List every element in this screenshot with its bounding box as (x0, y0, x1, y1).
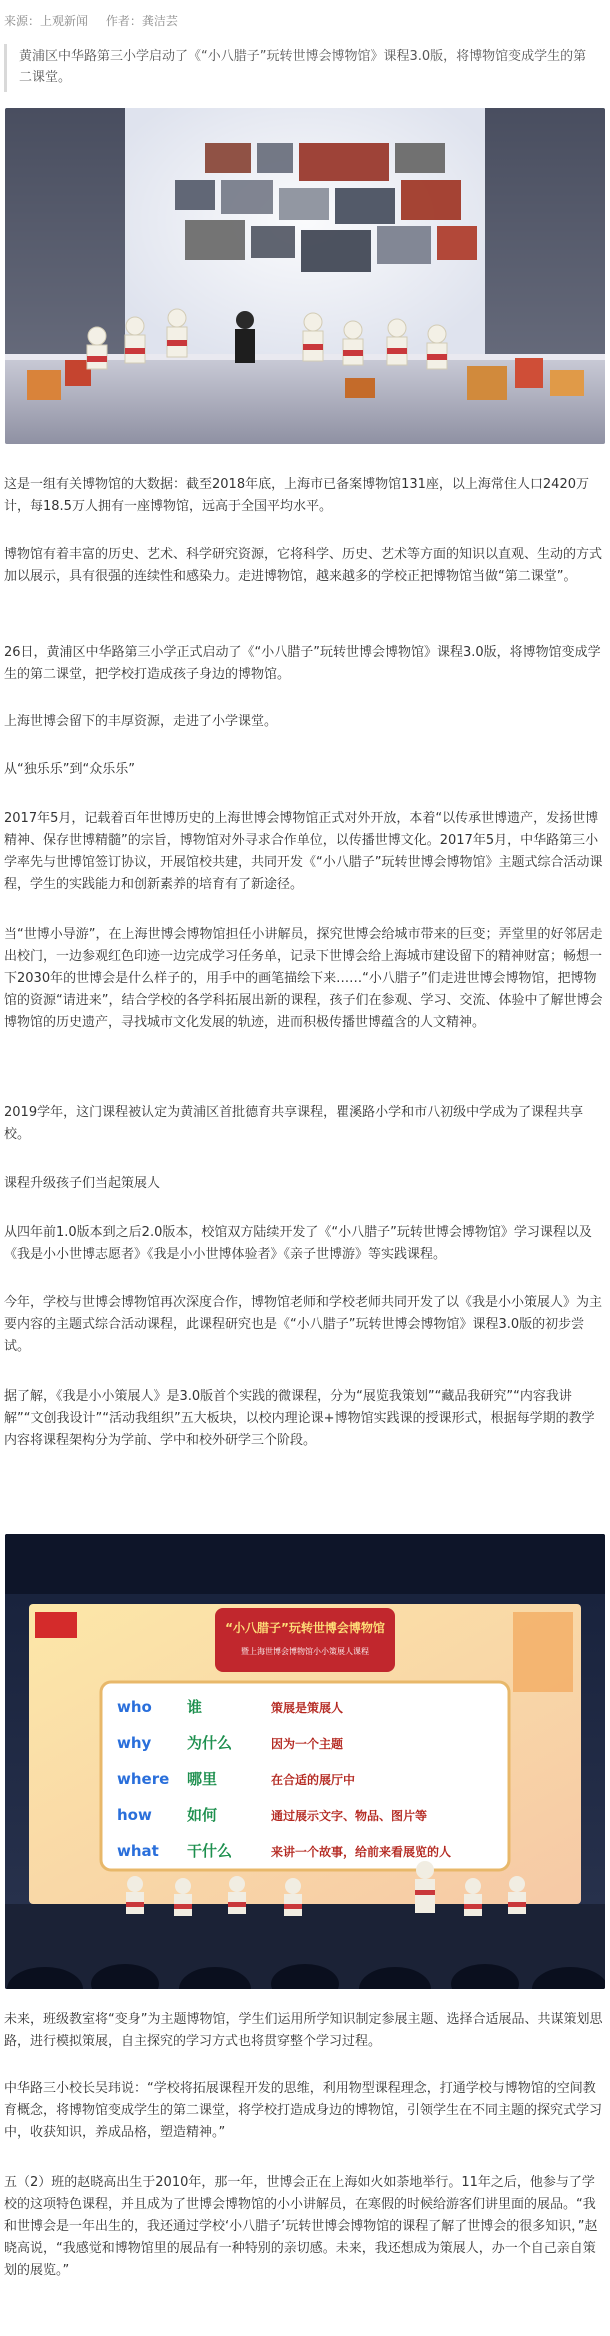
paragraph-3: 26日，黄浦区中华路第三小学正式启动了《“小八腊子”玩转世博会博物馆》课程3.0版，将博物馆变成学生的第二课堂，把学校打造成孩子身边的博物馆。 (4, 645, 601, 682)
paragraph-15: 五（2）班的赵晓高出生于2010年，那一年，世博会正在上海如火如荼地举行。11年之后，他参与了学校的这项特色课程，并且成为了世博会博物馆的小小讲解员，在寒假的时候给游客们讲里面的展品。“我和世博会是一年出生的，我还通过学校‘小八腊子’玩转世博会博物馆的课程了解了世博会的很多知识，”赵晓高说，“我感觉和博物馆里的展品有一种特别的亲切感。未来，我还想成为策展人，办一个自己亲自策划的展览。” (4, 2175, 598, 2278)
paragraph-13: 未来，班级教室将“变身”为主题博物馆，学生们运用所学知识制定参展主题、选择合适展品、共谋策划思路，进行模拟策展，自主探究的学习方式也将贯穿整个学习过程。 (4, 2012, 603, 2049)
paragraph-6: 2017年5月，记载着百年世博历史的上海世博会博物馆正式对外开放，本着“以传承世博遗产，发扬世博精神、保存世博精髓”的宗旨，博物馆对外寻求合作单位，以传播世博文化。2017年5月，中华路第三小学率先与世博馆签订协议，开展馆校共建，共同开发《“小八腊子”玩转世博会博物馆》主题式综合活动课程，学生的实践能力和创新素养的培育有了新途径。 (4, 811, 603, 892)
paragraph-7: 当“世博小导游”，在上海世博会博物馆担任小讲解员，探究世博会给城市带来的巨变；弄堂里的好邻居走出校门，一边参观红色印迹一边完成学习任务单，记录下世博会给上海城市建设留下的精神财富；畅想一下2030年的世博会是什么样子的，用手中的画笔描绘下来……“小八腊子”们走进世博会博物馆，把博物馆的资源“请进来”，结合学校的各学科拓展出新的课程，孩子们在参观、学习、交流、体验中了解世博会博物馆的历史遗产，寻找城市文化发展的轨迹，进而积极传播世博蕴含的人文精神。 (4, 927, 603, 1030)
paragraph-4: 上海世博会留下的丰厚资源，走进了小学课堂。 (4, 714, 278, 729)
paragraph-11: 今年，学校与世博会博物馆再次深度合作，博物馆老师和学校老师共同开发了以《我是小小策展人》为主要内容的主题式综合活动课程，此课程研究也是《“小八腊子”玩转世博会博物馆》课程3.0版的初步尝试。 (4, 1295, 603, 1354)
classroom-photo-illustration (5, 1534, 605, 1989)
row-en: how (117, 1806, 152, 1824)
row-en: what (117, 1842, 159, 1860)
paragraph-2: 博物馆有着丰富的历史、艺术、科学研究资源，它将科学、历史、艺术等方面的知识以直观、生动的方式加以展示，具有很强的连续性和感染力。走进博物馆，越来越多的学校正把博物馆当做“第二课堂”。 (4, 547, 603, 584)
row-cn: 干什么 (187, 1842, 233, 1860)
classroom-photo (5, 1534, 605, 1989)
banner-subtitle: 暨上海世博会博物馆小小策展人课程 (241, 1647, 369, 1656)
row-en: where (117, 1770, 170, 1788)
row-cn: 如何 (187, 1806, 218, 1824)
paragraph-12: 据了解，《我是小小策展人》是3.0版首个实践的微课程，分为“展览我策划”“藏品我研究”“内容我讲解”“文创我设计”“活动我组织”五大板块，以校内理论课+博物馆实践课的授课形式，根据每学期的教学内容将课程架构分为学前、学中和校外研学三个阶段。 (4, 1389, 595, 1448)
row-cn: 哪里 (187, 1770, 218, 1788)
row-en: why (117, 1734, 152, 1752)
stage-photo-illustration (5, 108, 605, 444)
section-heading-1: 从“独乐乐”到“众乐乐” (4, 762, 135, 777)
paragraph-14: 中华路三小校长吴玮说：“学校将拓展课程开发的思维，利用物型课程理念，打通学校与博物馆的空间教育概念，将博物馆变成学生的第二课堂，将学校打造成身边的博物馆，引领学生在不同主题的探究式学习中，收获知识，养成品格，塑造精神。” (4, 2081, 603, 2140)
slide-row-why (117, 1734, 343, 1752)
stage-photo (5, 108, 605, 444)
row-en: who (117, 1698, 152, 1716)
section-heading-2: 课程升级孩子们当起策展人 (4, 1176, 161, 1191)
row-desc: 来讲一个故事，给前来看展览的人 (271, 1845, 452, 1859)
row-desc: 策展是策展人 (271, 1701, 344, 1715)
article-summary (4, 44, 595, 92)
row-desc: 因为一个主题 (271, 1737, 344, 1751)
source-label: 来源：上观新闻 (4, 14, 89, 28)
row-cn: 谁 (187, 1698, 203, 1716)
article-meta (4, 12, 178, 29)
summary-text: 黄浦区中华路第三小学启动了《“小八腊子”玩转世博会博物馆》课程3.0版，将博物馆变成学生的第二课堂。 (19, 49, 587, 85)
row-cn: 为什么 (187, 1734, 233, 1752)
paragraph-1: 这是一组有关博物馆的大数据：截至2018年底，上海市已备案博物馆131座，以上海常住人口2420万计，每18.5万人拥有一座博物馆，远高于全国平均水平。 (4, 477, 589, 514)
paragraph-8: 2019学年，这门课程被认定为黄浦区首批德育共享课程，瞿溪路小学和市八初级中学成为了课程共享校。 (4, 1105, 584, 1142)
paragraph-10: 从四年前1.0版本到之后2.0版本，校馆双方陆续开发了《“小八腊子”玩转世博会博物馆》学习课程以及《我是小小世博志愿者》《我是小小世博体验者》《亲子世博游》等实践课程。 (4, 1225, 592, 1262)
row-desc: 通过展示文字、物品、图片等 (271, 1809, 428, 1823)
row-desc: 在合适的展厅中 (271, 1773, 356, 1787)
banner-title: “小八腊子”玩转世博会博物馆 (225, 1621, 385, 1635)
author-label: 作者：龚洁芸 (105, 14, 178, 28)
